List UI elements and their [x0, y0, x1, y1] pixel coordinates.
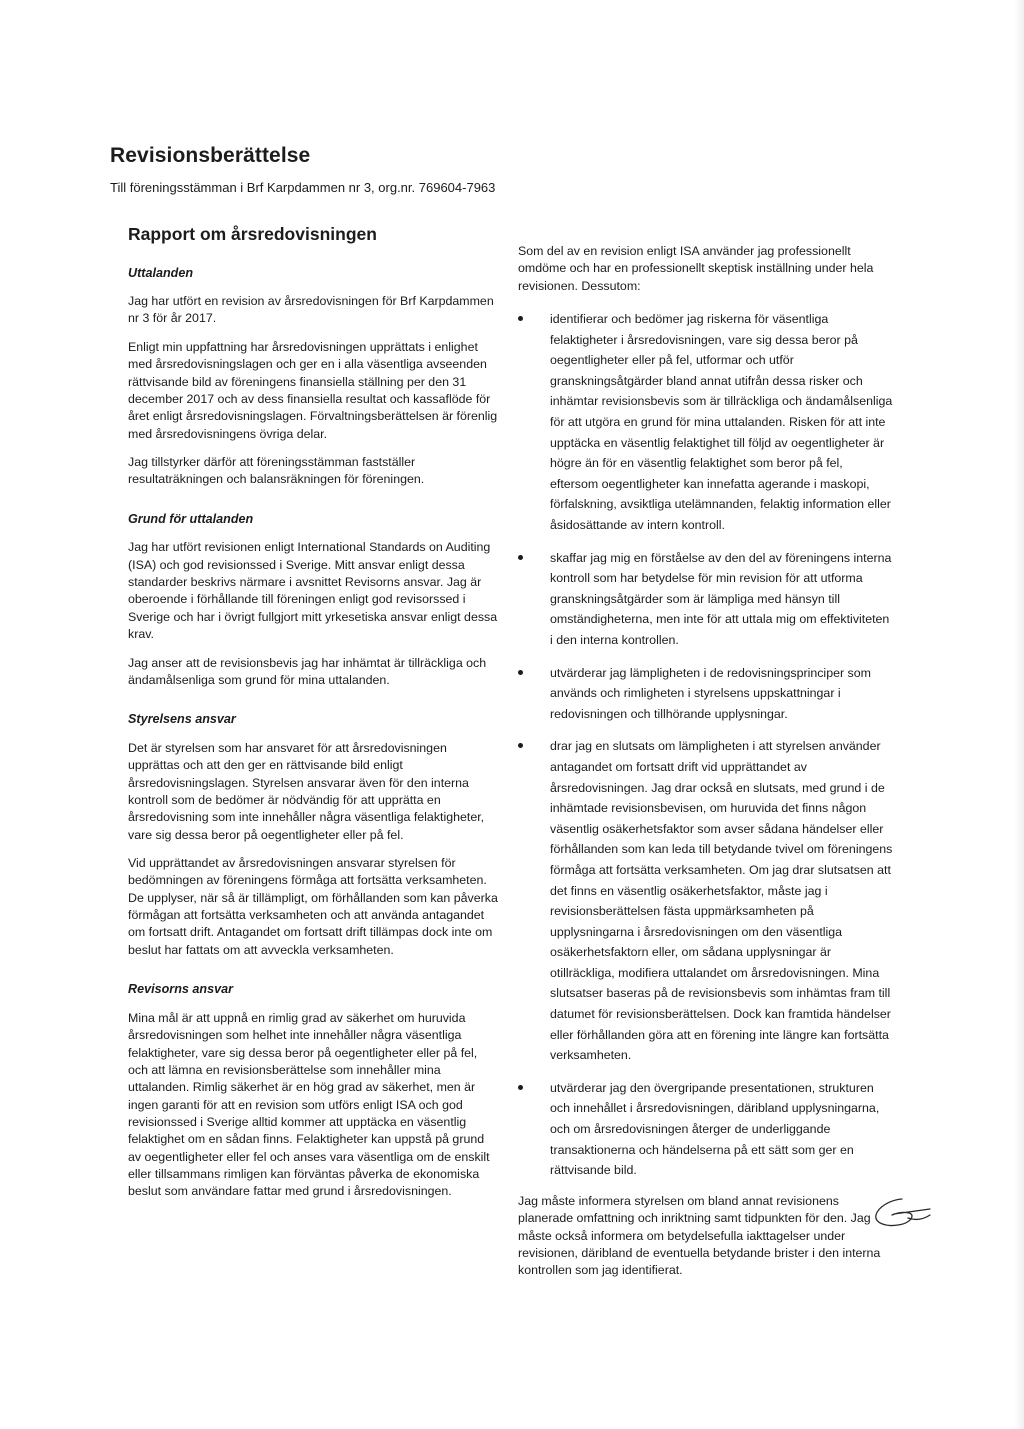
bullet-icon: [518, 316, 523, 321]
bullet-icon: [518, 743, 523, 748]
list-item-text: utvärderar jag lämpligheten i de redovisningsprinciper som används och rimligheten i styrelsens uppskattningar i redovisningen och tillhörande upplysningar.: [550, 665, 871, 721]
paragraph: Mina mål är att uppnå en rimlig grad av säkerhet om huruvida årsredovisningen som helhet inte innehåller några väsentliga felaktigheter, vare sig dessa beror på oegentligheter eller på fel, och att lämna en revisionsberättelse som innehåller mina uttalanden. Rimlig säkerhet är en hög grad av säkerhet, men är ingen garanti för att en revision som utförs enligt ISA och god revisionssed i Sverige alltid kommer att upptäcka en väsentlig felaktighet om en sådan finns. Felaktigheter kan uppstå på grund av oegentligheter eller fel och anses vara väsentliga om de enskilt eller tillsammans rimligen kan förväntas påverka de ekonomiska beslut som användare fattar med grund i årsredovisningen.: [128, 1010, 490, 1199]
section-heading-uttalanden: Uttalanden: [128, 265, 194, 280]
list-item-text: utvärderar jag den övergripande presentationen, strukturen och innehållet i årsredovisningen, däribland upplysningarna, och om årsredovisningen återger de underliggande transaktionerna och händelserna på ett sätt som ger en rättvisande bild.: [550, 1080, 880, 1178]
bullet-icon: [518, 555, 523, 560]
paragraph: Jag anser att de revisionsbevis jag har inhämtat är tillräckliga och ändamålsenliga som grund för mina uttalanden.: [128, 655, 487, 687]
scan-edge-shadow: [1014, 0, 1024, 1429]
list-item: [518, 309, 893, 536]
right-outro-paragraph: Jag måste informera styrelsen om bland annat revisionens planerade omfattning och inriktning samt tidpunkten för den. Jag måste också informera om betydelsefulla iakttagelser under revisionen, däribland de eventuella betydande brister i den interna kontrollen som jag identifierat.: [518, 1193, 881, 1278]
list-item: [518, 736, 893, 1066]
document-title: Revisionsberättelse: [110, 144, 311, 167]
right-column: [518, 243, 893, 1291]
document-subtitle: Till föreningsstämman i Brf Karpdammen nr 3, org.nr. 769604-7963: [110, 180, 496, 195]
bullet-icon: [518, 1085, 523, 1090]
right-intro-paragraph: Som del av en revision enligt ISA använder jag professionellt omdöme och har en professionellt skeptisk inställning under hela revisionen. Dessutom:: [518, 244, 874, 293]
list-item: [518, 663, 893, 725]
paragraph: Vid upprättandet av årsredovisningen ansvarar styrelsen för bedömningen av föreningens förmåga att fortsätta verksamheten. De upplyser, när så är tillämpligt, om förhållanden som kan påverka förmågan att fortsätta verksamheten och att använda antagandet om fortsatt drift. Antagandet om fortsatt drift tillämpas dock inte om beslut har fattats om att avveckla verksamheten.: [128, 856, 498, 957]
report-heading: Rapport om årsredovisningen: [128, 224, 377, 244]
section-heading-revisorns-ansvar: Revisorns ansvar: [128, 982, 234, 997]
paragraph: Jag har utfört revisionen enligt International Standards on Auditing (ISA) och god revisionssed i Sverige. Mitt ansvar enligt dessa standarder beskrivs närmare i avsnittet Revisorns ansvar. Jag är oberoende i förhållande till föreningen enligt god revisorssed i Sverige och har i övrigt fullgjort mitt yrkesetiska ansvar enligt dessa krav.: [128, 540, 498, 642]
list-item-text: skaffar jag mig en förståelse av den del av föreningens interna kontroll som har betydelse för min revision för att utforma granskningsåtgärder som är lämpliga med hänsyn till omständigheterna, men inte för att uttala mig om effektiviteten i den interna kontrollen.: [550, 550, 892, 647]
paragraph: Jag tillstyrker därför att föreningsstämman fastställer resultaträkningen och balansräkningen för föreningen.: [128, 455, 425, 487]
list-item: [518, 548, 893, 651]
section-heading-grund: Grund för uttalanden: [128, 511, 254, 526]
list-item: [518, 1078, 893, 1181]
paragraph: Det är styrelsen som har ansvaret för att årsredovisningen upprättas och att den ger en rättvisande bild enligt årsredovisningslagen. Styrelsen ansvarar även för den interna kontroll som de bedömer är nödvändig för att upprätta en årsredovisning som inte innehåller några väsentliga felaktigheter, vare sig dessa beror på oegentligheter eller på fel.: [128, 740, 485, 842]
initials-signature-icon: [872, 1196, 932, 1230]
list-item-text: drar jag en slutsats om lämpligheten i att styrelsen använder antagandet om fortsatt drift vid upprättandet av årsredovisningen. Jag drar också en slutsats, med grund i de inhämtade revisionsbevisen, om huruvida det finns någon väsentlig osäkerhetsfaktor som avser sådana händelser eller förhållanden som kan leda till betydande tvivel om föreningens förmåga att fortsätta verksamheten. Om jag drar slutsatsen att det finns en väsentlig osäkerhetsfaktor, måste jag i revisionsberättelsen fästa uppmärksamheten på upplysningarna i årsredovisningen om den väsentliga osäkerhetsfaktorn eller, om sådana upplysningar är otillräckliga, modifiera uttalandet om årsredovisningen. Mina slutsatser baseras på de revisionsbevis som inhämtas fram till datumet för revisionsberättelsen. Dock kan framtida händelser eller förhållanden göra att en förening inte längre kan fortsätta verksamheten.: [550, 739, 893, 1063]
paragraph: Enligt min uppfattning har årsredovisningen upprättats i enlighet med årsredovisningslagen och ger en i alla väsentliga avseenden rättvisande bild av föreningens finansiella ställning per den 31 december 2017 och av dess finansiella resultat och kassaflöde för året enligt årsredovisningslagen. Förvaltningsberättelsen är förenlig med årsredovisningens övriga delar.: [128, 339, 498, 441]
left-column: [128, 222, 498, 1212]
list-item-text: identifierar och bedömer jag riskerna för väsentliga felaktigheter i årsredovisningen, vare sig dessa beror på oegentligheter eller på fel, utformar och utför granskningsåtgärder bland annat utifrån dessa risker och inhämtar revisionsbevis som är tillräckliga och ändamålsenliga för att utgöra en grund för mina uttalanden. Risken för att inte upptäcka en väsentlig felaktighet till följd av oegentligheter är högre än för en väsentlig felaktighet som beror på fel, eftersom oegentligheter kan innefatta agerande i maskopi, förfalskning, avsiktliga utelämnanden, felaktig information eller åsidosättande av intern kontroll.: [550, 312, 893, 533]
paragraph: Jag har utfört en revision av årsredovisningen för Brf Karpdammen nr 3 för år 2017.: [128, 294, 494, 326]
bullet-icon: [518, 670, 523, 675]
bullet-list: [518, 309, 893, 1181]
section-heading-styrelsens-ansvar: Styrelsens ansvar: [128, 712, 236, 727]
